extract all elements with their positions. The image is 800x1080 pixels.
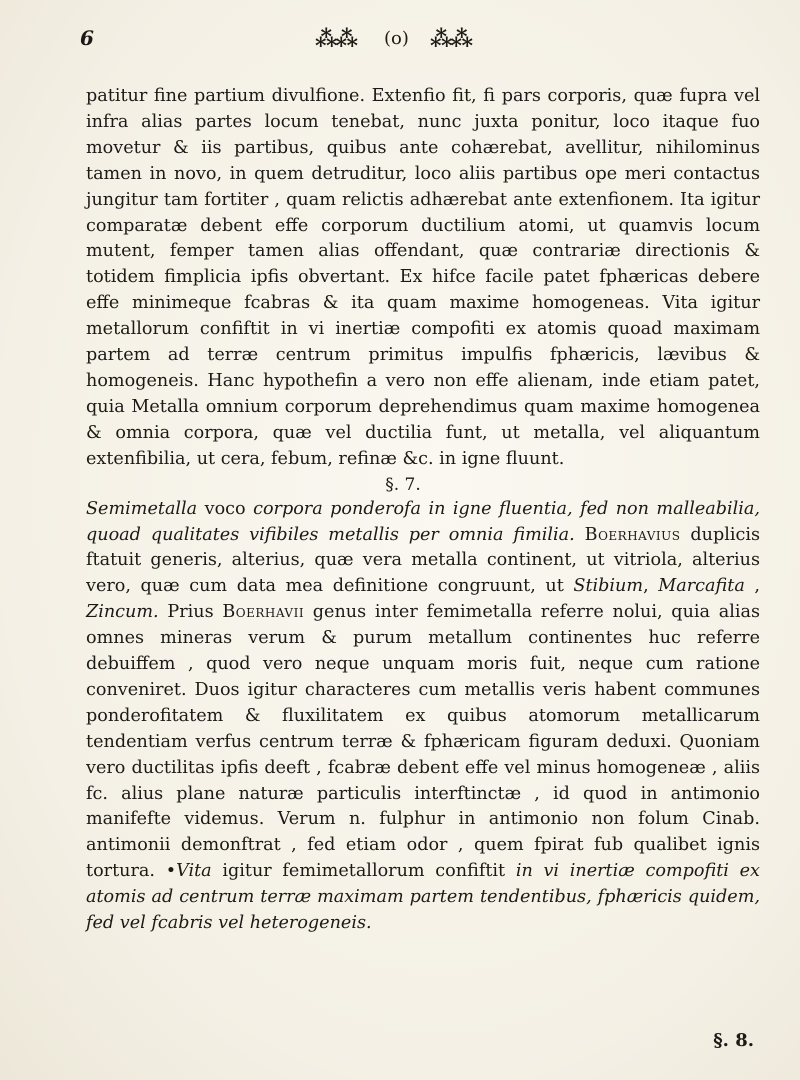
ornament-right-icon: ⁂⁂: [430, 26, 472, 52]
author-name: Boerhavii: [222, 602, 305, 623]
paragraph-2: [86, 497, 760, 937]
signature-mark: (o): [384, 28, 409, 49]
text-run: genus inter femimetalla referre nolui, quia alias omnes mineras verum & purum metallum continentes huc referre debuiffem , quod vero neque unquam moris fuit, neque cum ratione conveniret. Duos igitur characteres cum metallis veris habent communes ponderofitatem & fluxilitatem ex quibus atomorum metallicarum tendentiam verfus centrum terræ & fphæricam figuram deduxi. Quoniam vero ductilitas ipfis deeft , fcabræ debent effe vel minus homogeneæ , aliis fc. alius plane naturæ particulis interftinctæ , id quod in antimonio manifefte videmus. Verum n. fulphur in antimonio non folum Cinab. antimonii demonftrat , fed etiam odor , quem fpirat fub qualibet ignis tortura.: [86, 602, 760, 882]
text-run: [575, 525, 585, 545]
example-marcafita: Marcafita: [658, 576, 745, 597]
main-text: [86, 84, 760, 937]
term-semimetalla: Semimetalla: [86, 498, 198, 519]
text-run: ,: [643, 576, 659, 597]
conclusion-rest: in vi inertiæ compofiti ex atomis ad centrum terræ maximam partem tendentibus, fphæricis quidem, fed vel fcabris vel heterogeneis.: [86, 861, 760, 934]
conclusion: [86, 861, 760, 933]
definition: corpora ponderofa in igne fluentia, fed non malleabilia, quoad qualitates vifibiles metallis per omnia fimilia.: [86, 498, 760, 545]
catchword: §. 8.: [713, 1030, 754, 1051]
text-run: ,: [744, 576, 761, 597]
conclusion-mid: igitur femimetallorum confiftit: [211, 861, 516, 882]
page-number: 6: [80, 26, 94, 50]
example-stibium: Stibium: [573, 576, 644, 597]
text-run: voco: [197, 498, 254, 519]
conclusion-lead: •Vita: [165, 861, 212, 882]
section-heading: §. 7.: [385, 474, 421, 495]
example-zincum: Zincum.: [86, 602, 159, 623]
author-name: Boerhavius: [584, 524, 681, 545]
ornament-left-icon: ⁂⁂: [315, 26, 357, 52]
running-header: [80, 24, 750, 60]
text-run: Prius: [158, 602, 223, 623]
paragraph-1: patitur fine partium divulfione. Extenfio fit, fi pars corporis, quæ fupra vel infra alias partes locum tenebat, nunc juxta ponitur, loco itaque fuo movetur & iis partibus, quibus ante cohærebat, avellitur, nihilominus tamen in novo, in quem detruditur, loco aliis partibus ope meri contactus jungitur tam fortiter , quam relictis adhærebat ante extenfionem. Ita igitur comparatæ debent effe corporum ductilium atomi, ut quamvis locum mutent, femper tamen alias offendant, quæ contrariæ directionis & totidem fimplicia ipfis obvertant. Ex hifce facile patet fphæricas debere effe minimeque fcabras & ita quam maxime homogeneas. Vita igitur metallorum confiftit in vi inertiæ compofiti ex atomis quoad maximam partem ad terræ centrum primitus impulfis fphæricis, lævibus & homogeneis. Hanc hypothefin a vero non effe alienam, inde etiam patet, quia Metalla omnium corporum deprehendimus quam maxime homogenea & omnia corpora, quæ vel ductilia funt, ut metalla, vel aliquantum extenfibilia, ut cera, febum, refinæ &c. in igne fluunt.: [86, 86, 760, 469]
text-run: duplicis ftatuit generis, alterius, quæ vera metalla continent, ut vitriola, alterius vero, quæ cum data mea definitione congruunt, ut: [86, 524, 760, 597]
